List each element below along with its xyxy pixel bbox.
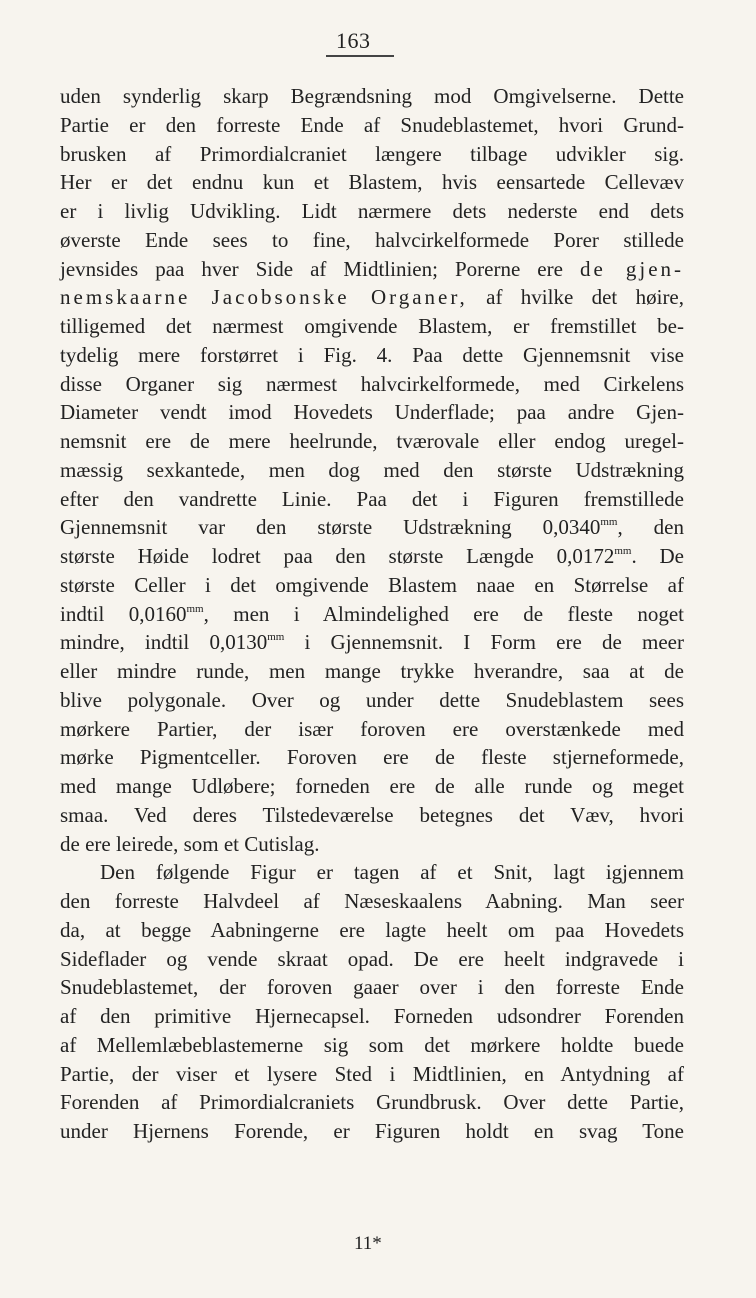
text-segment: største Høide lodret paa den største Længde 0,0172	[60, 544, 615, 568]
text-line: brusken af Primordialcraniet længere tilbage udvikler sig.	[60, 141, 684, 166]
text-line: mæssig sexkantede, men dog med den største Udstrækning	[60, 457, 684, 482]
text-segment: , men i Almindelighed ere de fleste noget	[203, 601, 684, 626]
text-segment: jevnsides paa hver Side af Midtlinien; Porerne ere	[60, 256, 563, 281]
text-line: Forenden af Primordialcraniets Grundbrusk. Over dette Partie,	[60, 1090, 684, 1115]
text-line: under Hjernens Forende, er Figuren holdt en svag Tone	[60, 1119, 684, 1143]
text-line: tydelig mere forstørret i Fig. 4. Paa dette Gjennemsnit vise	[60, 342, 684, 367]
text-line: med mange Udløbere; forneden ere de alle runde og meget	[60, 774, 684, 798]
text-line: øverste Ende sees to fine, halvcirkelformede Porer stillede	[60, 227, 684, 252]
text-line: største Celler i det omgivende Blastem naae en Størrelse af	[60, 572, 684, 597]
text-line: af Mellemlæbeblastemerne sig som det mørkere holdte buede	[60, 1032, 684, 1057]
text-segment: indtil 0,0160	[60, 601, 187, 626]
text-line: uden synderlig skarp Begrændsning mod Omgivelserne. Dette	[60, 84, 684, 108]
text-segment: . De	[631, 544, 684, 568]
page-number-rule	[326, 55, 394, 57]
text-line: Sideflader og vende skraat opad. De ere heelt indgravede i	[60, 946, 684, 971]
text-line: Snudeblastemet, der foroven gaaer over i den forreste Ende	[60, 975, 684, 1000]
text-line	[60, 283, 684, 312]
unit-superscript: mm	[186, 602, 204, 615]
text-line	[60, 513, 684, 542]
signature-mark: 11*	[354, 1233, 382, 1254]
text-line: da, at begge Aabningerne ere lagte heelt om paa Hovedets	[60, 917, 684, 942]
page-number: 163	[336, 28, 371, 53]
text-line	[60, 255, 684, 284]
spaced-text: nemskaarne Jacobsonske Organer,	[60, 285, 468, 310]
text-line: eller mindre runde, men mange trykke hverandre, saa at de	[60, 659, 684, 683]
text-line	[60, 628, 684, 657]
text-line: Her er det endnu kun et Blastem, hvis eensartede Cellevæv	[60, 170, 684, 195]
text-segment: mindre, indtil 0,0130	[60, 630, 268, 655]
text-line: Den følgende Figur er tagen af et Snit, lagt igjennem	[100, 860, 684, 885]
spaced-text: de gjen-	[580, 256, 685, 281]
body-text	[60, 82, 684, 1146]
text-line: Diameter vendt imod Hovedets Underflade; paa andre Gjen-	[60, 400, 684, 425]
text-line: Partie, der viser et lysere Sted i Midtlinien, en Antydning af	[60, 1061, 684, 1086]
text-line: Partie er den forreste Ende af Snudeblastemet, hvori Grund-	[60, 112, 684, 137]
text-line: mørke Pigmentceller. Foroven ere de fleste stjerneformede,	[60, 745, 684, 770]
text-line: nemsnit ere de mere heelrunde, tværovale eller endog uregel-	[60, 429, 684, 453]
text-line: efter den vandrette Linie. Paa det i Figuren fremstillede	[60, 486, 684, 511]
text-line: den forreste Halvdeel af Næseskaalens Aabning. Man seer	[60, 889, 684, 913]
text-segment: , den	[617, 515, 684, 540]
text-line: disse Organer sig nærmest halvcirkelformede, med Cirkelens	[60, 371, 684, 396]
text-line: smaa. Ved deres Tilstedeværelse betegnes det Væv, hvori	[60, 802, 684, 827]
unit-superscript: mm	[600, 516, 618, 529]
text-segment: Gjennemsnit var den største Udstrækning 0,0340	[60, 515, 601, 540]
text-line: af den primitive Hjernecapsel. Forneden udsondrer Forenden	[60, 1004, 684, 1028]
text-line	[60, 600, 684, 629]
text-line	[60, 542, 684, 571]
unit-superscript: mm	[267, 631, 285, 644]
text-line: mørkere Partier, der især foroven ere overstænkede med	[60, 716, 684, 741]
text-line: blive polygonale. Over og under dette Snudeblastem sees	[60, 687, 684, 712]
text-line: tilligemed det nærmest omgivende Blastem, er fremstillet be-	[60, 314, 684, 338]
text-segment: af hvilke det høire,	[486, 285, 685, 310]
unit-superscript: mm	[614, 545, 632, 557]
text-line: de ere leirede, som et Cutislag.	[60, 831, 320, 856]
text-segment: i Gjennemsnit. I Form ere de meer	[284, 630, 684, 655]
text-line: er i livlig Udvikling. Lidt nærmere dets nederste end dets	[60, 199, 684, 223]
